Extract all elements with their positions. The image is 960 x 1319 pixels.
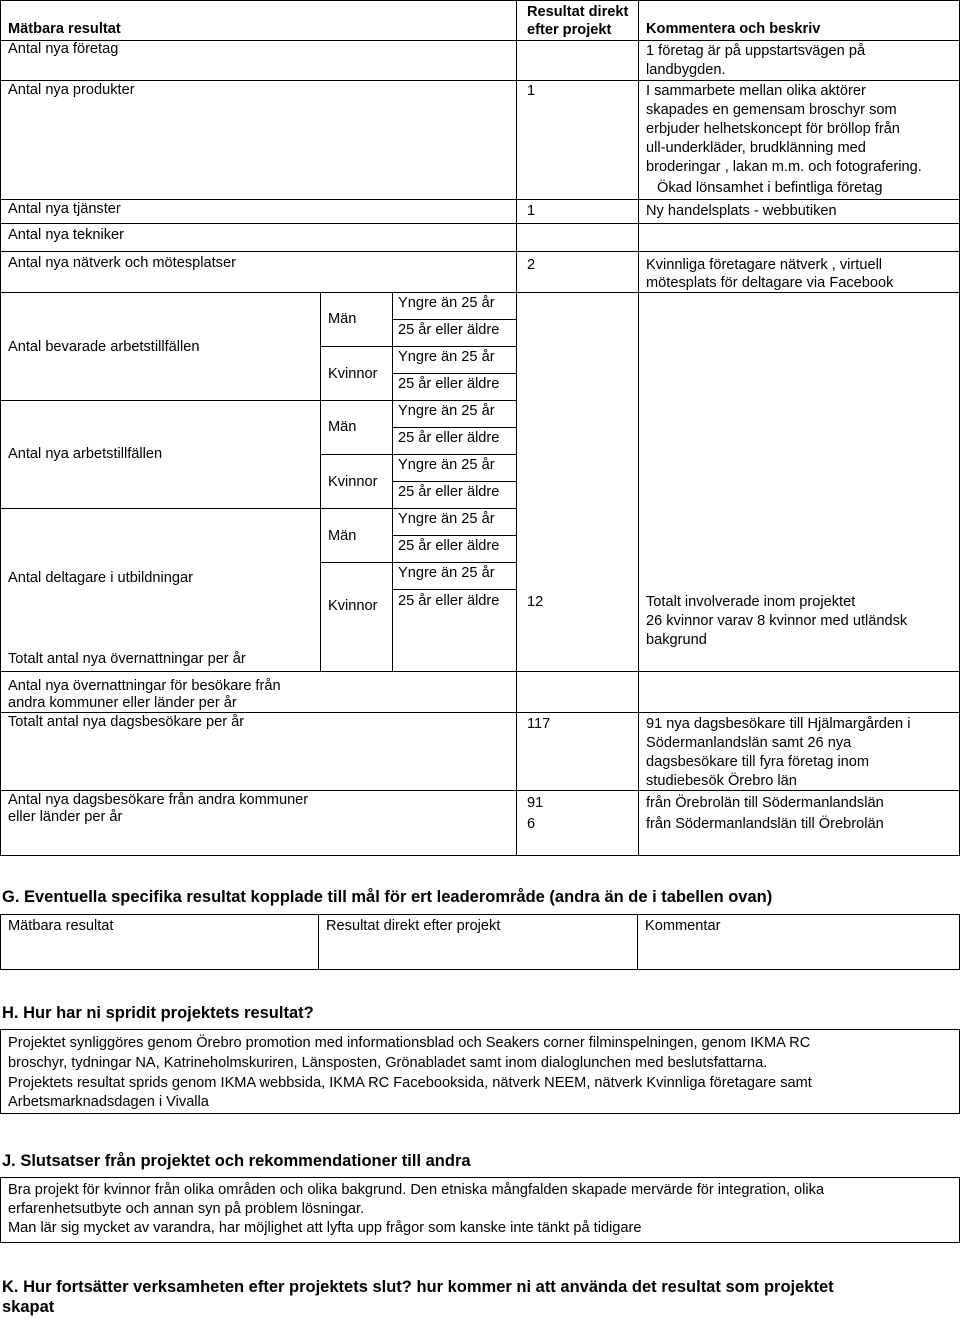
section-h-line4: Arbetsmarknadsdagen i Vivalla <box>8 1094 209 1110</box>
gender-women: Kvinnor <box>328 366 378 382</box>
row-label-participants: Antal deltagare i utbildningar <box>8 570 193 586</box>
row-label-new-companies: Antal nya företag <box>8 41 119 57</box>
comment-new-products-line5: broderingar , lakan m.m. och fotografering. <box>646 159 922 175</box>
comment-new-products-line4: ull-underkläder, brudklänning med <box>646 140 866 156</box>
gender-men: Män <box>328 528 357 544</box>
row-label-new-jobs: Antal nya arbetstillfällen <box>8 446 163 462</box>
section-j-heading: J. Slutsatser från projektet och rekommendationer till andra <box>2 1152 471 1170</box>
age-young: Yngre än 25 år <box>398 511 495 527</box>
age-old: 25 år eller äldre <box>398 593 500 609</box>
value-day-visitors-other-1: 91 <box>527 795 544 811</box>
value-new-services: 1 <box>527 203 536 219</box>
gender-men: Män <box>328 419 357 435</box>
row-label-day-visitors-other-line1: Antal nya dagsbesökare från andra kommuner <box>8 792 309 808</box>
header-comment: Kommentera och beskriv <box>646 21 821 37</box>
comment-new-services: Ny handelsplats - webbutiken <box>646 203 837 219</box>
age-old: 25 år eller äldre <box>398 538 500 554</box>
comment-participants-line2: 26 kvinnor varav 8 kvinnor med utländsk <box>646 613 908 629</box>
header-result: Resultat direkt efter projekt <box>527 4 629 38</box>
section-h-line2: broschyr, tydningar NA, Katrineholmskuriren, Länsposten, Grönabladet samt inom dialoglunchen med beslutsfattarna. <box>8 1055 768 1071</box>
section-g-col-measurable: Mätbara resultat <box>8 918 114 934</box>
value-new-products: 1 <box>527 83 536 99</box>
row-label-overnight-visitors-line1: Antal nya övernattningar för besökare från <box>8 678 281 694</box>
age-old: 25 år eller äldre <box>398 484 500 500</box>
section-h-line1: Projektet synliggöres genom Örebro promotion med informationsblad och Seakers corner filminspelningen, genom IKMA RC <box>8 1035 811 1051</box>
gender-women: Kvinnor <box>328 598 378 614</box>
comment-participants-line3: bakgrund <box>646 632 707 648</box>
section-k-heading-line1: K. Hur fortsätter verksamheten efter projektets slut? hur kommer ni att använda det resultat som projektet <box>2 1278 834 1296</box>
value-day-visitors-total: 117 <box>527 716 551 732</box>
age-old: 25 år eller äldre <box>398 322 500 338</box>
header-measurable: Mätbara resultat <box>8 21 121 37</box>
comment-networks-line1: Kvinnliga företagare nätverk , virtuell <box>646 257 883 273</box>
row-label-preserved-jobs: Antal bevarade arbetstillfällen <box>8 339 200 355</box>
section-k-heading-line2: skapat <box>2 1298 55 1316</box>
comment-new-products-line3: erbjuder helhetskoncept för bröllop från <box>646 121 900 137</box>
comment-day-visitors-other-1: från Örebrolän till Södermanlandslän <box>646 795 884 811</box>
age-young: Yngre än 25 år <box>398 403 495 419</box>
gender-men: Män <box>328 311 357 327</box>
comment-day-visitors-line1: 91 nya dagsbesökare till Hjälmargården i <box>646 716 911 732</box>
row-label-day-visitors-total: Totalt antal nya dagsbesökare per år <box>8 714 245 730</box>
value-participants: 12 <box>527 594 544 610</box>
comment-new-products-line2: skapades en gemensam broschyr som <box>646 102 897 118</box>
section-g-heading: G. Eventuella specifika resultat kopplade till mål för ert leaderområde (andra än de i tabellen ovan) <box>2 888 773 906</box>
comment-new-products-line6: Ökad lönsamhet i befintliga företag <box>657 180 883 196</box>
comment-new-companies-line1: 1 företag är på uppstartsvägen på <box>646 43 866 59</box>
section-j-line2: erfarenhetsutbyte och annan syn på problem lösningar. <box>8 1201 365 1217</box>
age-young: Yngre än 25 år <box>398 349 495 365</box>
row-label-networks: Antal nya nätverk och mötesplatser <box>8 255 236 271</box>
comment-new-companies-line2: landbygden. <box>646 62 726 78</box>
comment-day-visitors-other-2: från Södermanlandslän till Örebrolän <box>646 816 884 832</box>
section-h-heading: H. Hur har ni spridit projektets resultat? <box>2 1004 314 1022</box>
age-young: Yngre än 25 år <box>398 295 495 311</box>
row-label-day-visitors-other-line2: eller länder per år <box>8 809 123 825</box>
section-g-col-result: Resultat direkt efter projekt <box>326 918 501 934</box>
age-young: Yngre än 25 år <box>398 457 495 473</box>
row-label-overnight-visitors-line2: andra kommuner eller länder per år <box>8 695 237 711</box>
comment-day-visitors-line2: Södermanlandslän samt 26 nya <box>646 735 852 751</box>
comment-day-visitors-line3: dagsbesökare till fyra företag inom <box>646 754 870 770</box>
row-label-new-products: Antal nya produkter <box>8 82 135 98</box>
value-day-visitors-other-2: 6 <box>527 816 536 832</box>
value-networks: 2 <box>527 257 536 273</box>
comment-networks-line2: mötesplats för deltagare via Facebook <box>646 275 894 291</box>
section-g-col-comment: Kommentar <box>645 918 721 934</box>
age-old: 25 år eller äldre <box>398 430 500 446</box>
row-label-new-services: Antal nya tjänster <box>8 201 121 217</box>
comment-new-products-line1: I sammarbete mellan olika aktörer <box>646 83 866 99</box>
age-young: Yngre än 25 år <box>398 565 495 581</box>
age-old: 25 år eller äldre <box>398 376 500 392</box>
gender-women: Kvinnor <box>328 474 378 490</box>
comment-participants-line1: Totalt involverade inom projektet <box>646 594 856 610</box>
comment-day-visitors-line4: studiebesök Örebro län <box>646 773 797 789</box>
section-j-line1: Bra projekt för kvinnor från olika områden och olika bakgrund. Den etniska mångfalden skapade mervärde för integration, olika <box>8 1182 825 1198</box>
section-j-line3: Man lär sig mycket av varandra, har möjlighet att lyfta upp frågor som kanske inte tänkt på tidigare <box>8 1220 642 1236</box>
row-label-new-techniques: Antal nya tekniker <box>8 227 125 243</box>
section-h-line3: Projektets resultat sprids genom IKMA webbsida, IKMA RC Facebooksida, nätverk NEEM, nätverk Kvinnliga företagare samt <box>8 1075 812 1091</box>
row-label-overnight-total: Totalt antal nya övernattningar per år <box>8 651 246 667</box>
